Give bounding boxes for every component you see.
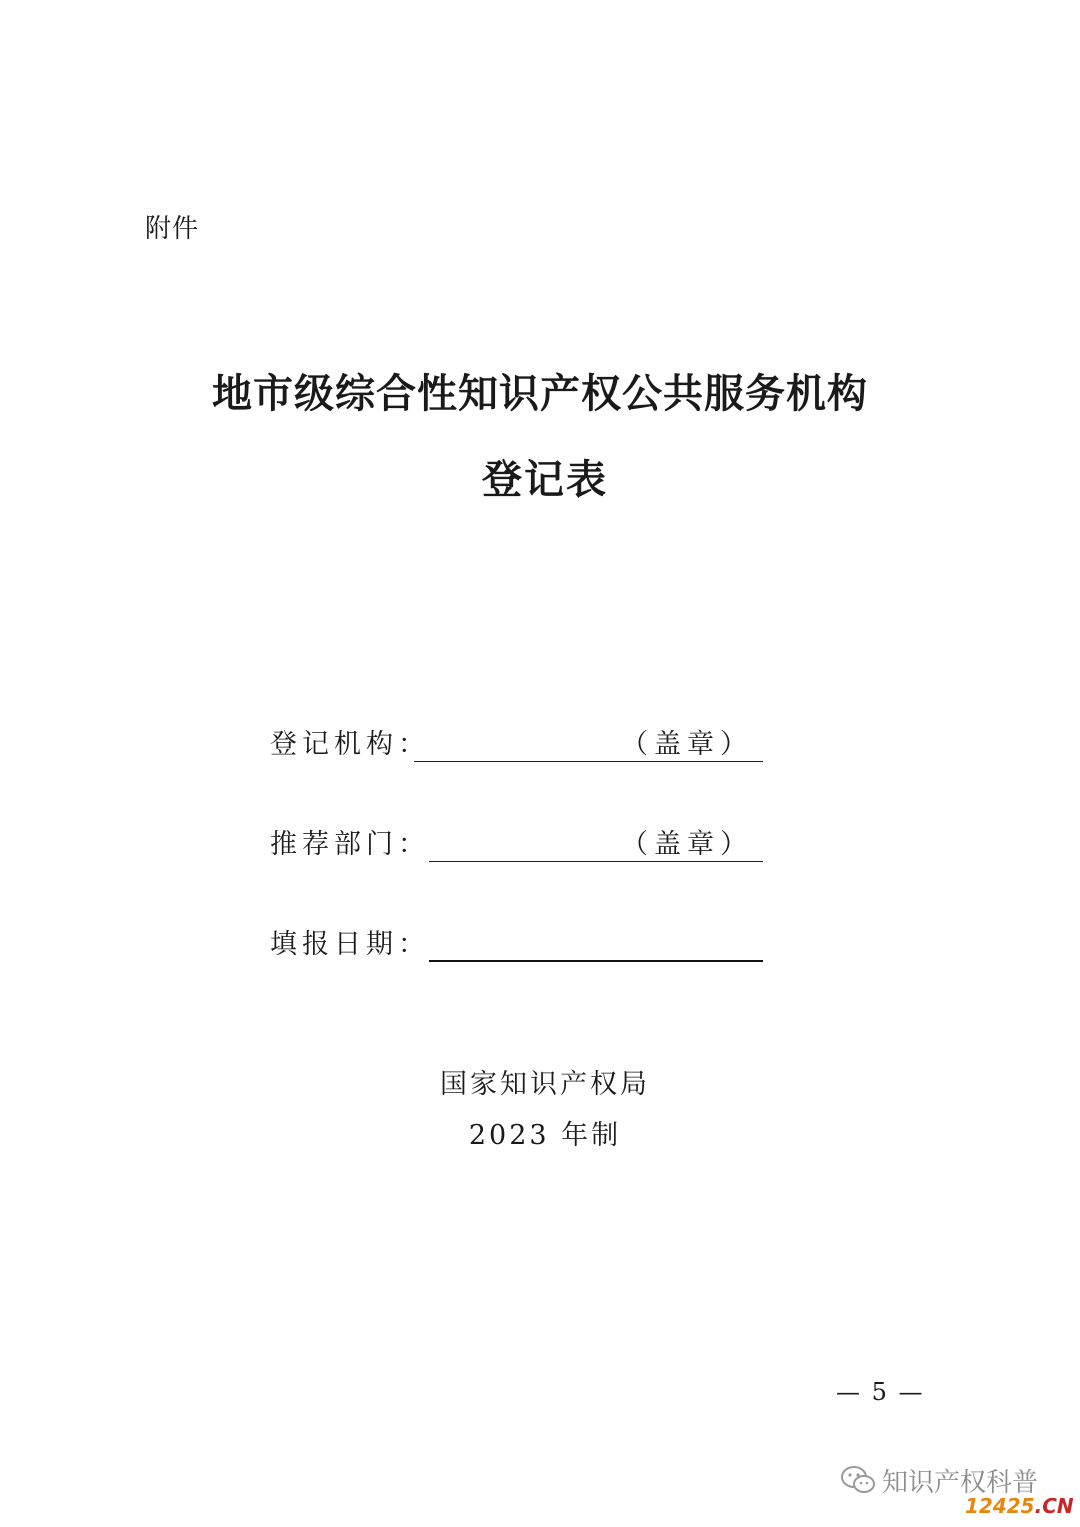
field-label: 推荐部门： <box>270 829 430 860</box>
field-label: 填报日期： <box>270 929 430 960</box>
field-registration-org <box>270 722 765 766</box>
field-recommending-dept <box>270 822 765 866</box>
site-watermark <box>965 1494 1074 1518</box>
field-underline <box>414 761 763 762</box>
field-underline <box>429 960 763 962</box>
page-number: — 5 — <box>836 1378 925 1406</box>
document-title: 地市级综合性知识产权公共服务机构 <box>212 371 868 417</box>
seal-note: （盖章） <box>621 729 753 760</box>
field-underline <box>429 861 763 862</box>
site-tld: .CN <box>1034 1494 1074 1518</box>
year-line: 2023 年制 <box>468 1120 622 1151</box>
document-subtitle: 登记表 <box>482 457 608 503</box>
attachment-label: 附件 <box>145 214 200 244</box>
seal-note: （盖章） <box>621 829 753 860</box>
field-label: 登记机构： <box>270 729 430 760</box>
watermark-text: 知识产权科普 <box>882 1467 1039 1498</box>
issuer: 国家知识产权局 <box>440 1069 650 1100</box>
site-number: 12425 <box>965 1494 1035 1518</box>
field-fill-date <box>270 922 765 966</box>
wechat-icon <box>840 1465 876 1495</box>
